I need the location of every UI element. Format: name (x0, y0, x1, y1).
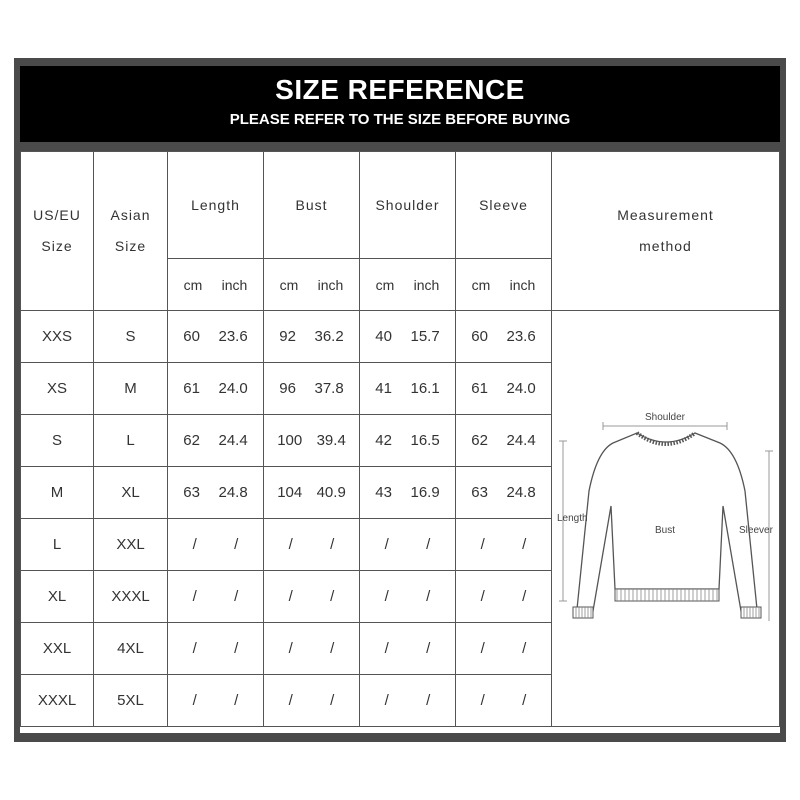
length-units (168, 259, 264, 311)
cm-value: / (288, 640, 293, 657)
inch-value: 24.4 (506, 432, 536, 449)
table-row (21, 311, 780, 363)
asian-size-cell: 5XL (94, 675, 168, 727)
cm-value: 60 (471, 328, 488, 345)
shoulder-units (360, 259, 456, 311)
length-cell (168, 571, 264, 623)
cm-value: 61 (183, 380, 200, 397)
cm-value: 63 (183, 484, 200, 501)
sleeve-cell (456, 519, 552, 571)
bust-cell (264, 311, 360, 363)
shoulder-cell (360, 519, 456, 571)
size-table (20, 151, 780, 727)
shoulder-cell (360, 467, 456, 519)
bust-cell (264, 623, 360, 675)
unit-cm: cm (471, 276, 491, 293)
sleeve-header: Sleeve (456, 152, 552, 259)
inch-value: 23.6 (506, 328, 536, 345)
bust-label: Bust (654, 524, 675, 536)
cm-value: / (192, 640, 197, 657)
sleeve-cell (456, 467, 552, 519)
us-eu-size-header (21, 152, 94, 311)
cm-value: / (480, 640, 485, 657)
cm-value: 63 (471, 484, 488, 501)
cm-value: 92 (279, 328, 296, 345)
bust-cell (264, 415, 360, 467)
inch-value: / (234, 536, 239, 553)
cm-value: 42 (375, 432, 392, 449)
asian-size-cell: XXXL (94, 571, 168, 623)
cm-value: / (192, 536, 197, 553)
cm-value: 61 (471, 380, 488, 397)
us-size-cell: XL (21, 571, 94, 623)
bust-cell (264, 675, 360, 727)
unit-cm: cm (375, 276, 395, 293)
inch-value: 40.9 (316, 484, 346, 501)
us-size-cell: XS (21, 363, 94, 415)
inch-value: / (522, 692, 527, 709)
cm-value: / (384, 692, 389, 709)
cm-value: / (480, 692, 485, 709)
cm-value: / (480, 588, 485, 605)
sleeve-cell (456, 311, 552, 363)
method-header-line1: Measurement (617, 207, 714, 223)
inch-value: 39.4 (316, 432, 346, 449)
us-size-cell: XXL (21, 623, 94, 675)
unit-inch: inch (509, 276, 536, 293)
bust-cell (264, 519, 360, 571)
inch-value: / (330, 588, 335, 605)
sleeve-cell (456, 415, 552, 467)
bust-units (264, 259, 360, 311)
inch-value: / (522, 640, 527, 657)
shoulder-label: Shoulder (644, 411, 685, 423)
unit-cm: cm (183, 276, 203, 293)
shoulder-cell (360, 623, 456, 675)
cm-value: / (192, 588, 197, 605)
sleeve-units (456, 259, 552, 311)
us-size-cell: XXXL (21, 675, 94, 727)
shoulder-cell (360, 415, 456, 467)
length-cell (168, 363, 264, 415)
cm-value: / (288, 588, 293, 605)
cm-value: / (384, 640, 389, 657)
method-header-line2: method (639, 238, 692, 254)
sleeve-label: Sleever (738, 524, 773, 536)
measurement-method-header (552, 152, 780, 311)
sleeve-cell (456, 623, 552, 675)
length-label: Length (556, 512, 588, 524)
sweater-outline (577, 433, 757, 611)
cm-value: / (192, 692, 197, 709)
inch-value: 16.1 (410, 380, 440, 397)
inch-value: 24.0 (506, 380, 536, 397)
unit-inch: inch (221, 276, 248, 293)
us-size-cell: S (21, 415, 94, 467)
asian-header-line1: Asian (110, 207, 151, 223)
us-eu-header-line2: Size (41, 238, 73, 254)
bust-cell (264, 467, 360, 519)
asian-size-cell: M (94, 363, 168, 415)
length-cell (168, 623, 264, 675)
cm-value: / (384, 536, 389, 553)
length-cell (168, 675, 264, 727)
inch-value: 15.7 (410, 328, 440, 345)
cm-value: 41 (375, 380, 392, 397)
inch-value: / (330, 640, 335, 657)
sweater-diagram (555, 411, 777, 627)
cm-value: / (288, 536, 293, 553)
measurement-diagram-cell (552, 311, 780, 727)
length-cell (168, 467, 264, 519)
asian-size-cell: 4XL (94, 623, 168, 675)
page-title: SIZE REFERENCE (275, 74, 525, 105)
inch-value: / (522, 536, 527, 553)
inch-value: 24.8 (218, 484, 248, 501)
shoulder-cell (360, 675, 456, 727)
inch-value: 37.8 (314, 380, 344, 397)
cm-value: / (384, 588, 389, 605)
length-header: Length (168, 152, 264, 259)
shoulder-header: Shoulder (360, 152, 456, 259)
sweater-hem (615, 589, 719, 601)
inch-value: / (234, 588, 239, 605)
bust-cell (264, 363, 360, 415)
sleeve-cell (456, 363, 552, 415)
page-subtitle: PLEASE REFER TO THE SIZE BEFORE BUYING (229, 111, 571, 128)
us-eu-header-line1: US/EU (33, 207, 81, 223)
shoulder-cell (360, 311, 456, 363)
cm-value: 100 (277, 432, 303, 449)
bust-header: Bust (264, 152, 360, 259)
us-size-cell: M (21, 467, 94, 519)
cm-value: 43 (375, 484, 392, 501)
inch-value: 16.5 (410, 432, 440, 449)
inch-value: / (426, 640, 431, 657)
inch-value: 24.4 (218, 432, 248, 449)
length-cell (168, 519, 264, 571)
chart-header (20, 66, 780, 142)
cm-value: / (288, 692, 293, 709)
cm-value: 96 (279, 380, 296, 397)
asian-size-cell: XL (94, 467, 168, 519)
us-size-cell: XXS (21, 311, 94, 363)
header-row (21, 152, 780, 259)
bust-cell (264, 571, 360, 623)
inch-value: / (234, 640, 239, 657)
cm-value: 60 (183, 328, 200, 345)
us-size-cell: L (21, 519, 94, 571)
sleeve-cell (456, 675, 552, 727)
cm-value: 104 (277, 484, 303, 501)
inch-value: 16.9 (410, 484, 440, 501)
unit-inch: inch (317, 276, 344, 293)
inch-value: / (426, 588, 431, 605)
inch-value: / (330, 692, 335, 709)
cm-value: / (480, 536, 485, 553)
inch-value: 24.0 (218, 380, 248, 397)
unit-inch: inch (413, 276, 440, 293)
unit-cm: cm (279, 276, 299, 293)
asian-size-cell: L (94, 415, 168, 467)
inch-value: / (426, 692, 431, 709)
cm-value: 62 (471, 432, 488, 449)
sleeve-cell (456, 571, 552, 623)
cuff-ribbing (576, 607, 759, 618)
shoulder-cell (360, 363, 456, 415)
asian-header-line2: Size (114, 238, 147, 254)
inch-value: / (234, 692, 239, 709)
length-cell (168, 311, 264, 363)
cm-value: 62 (183, 432, 200, 449)
asian-size-header (94, 152, 168, 311)
cm-value: 40 (375, 328, 392, 345)
asian-size-cell: XXL (94, 519, 168, 571)
inch-value: 24.8 (506, 484, 536, 501)
inch-value: 23.6 (218, 328, 248, 345)
asian-size-cell: S (94, 311, 168, 363)
inch-value: / (330, 536, 335, 553)
inch-value: / (426, 536, 431, 553)
length-cell (168, 415, 264, 467)
shoulder-cell (360, 571, 456, 623)
inch-value: 36.2 (314, 328, 344, 345)
inch-value: / (522, 588, 527, 605)
